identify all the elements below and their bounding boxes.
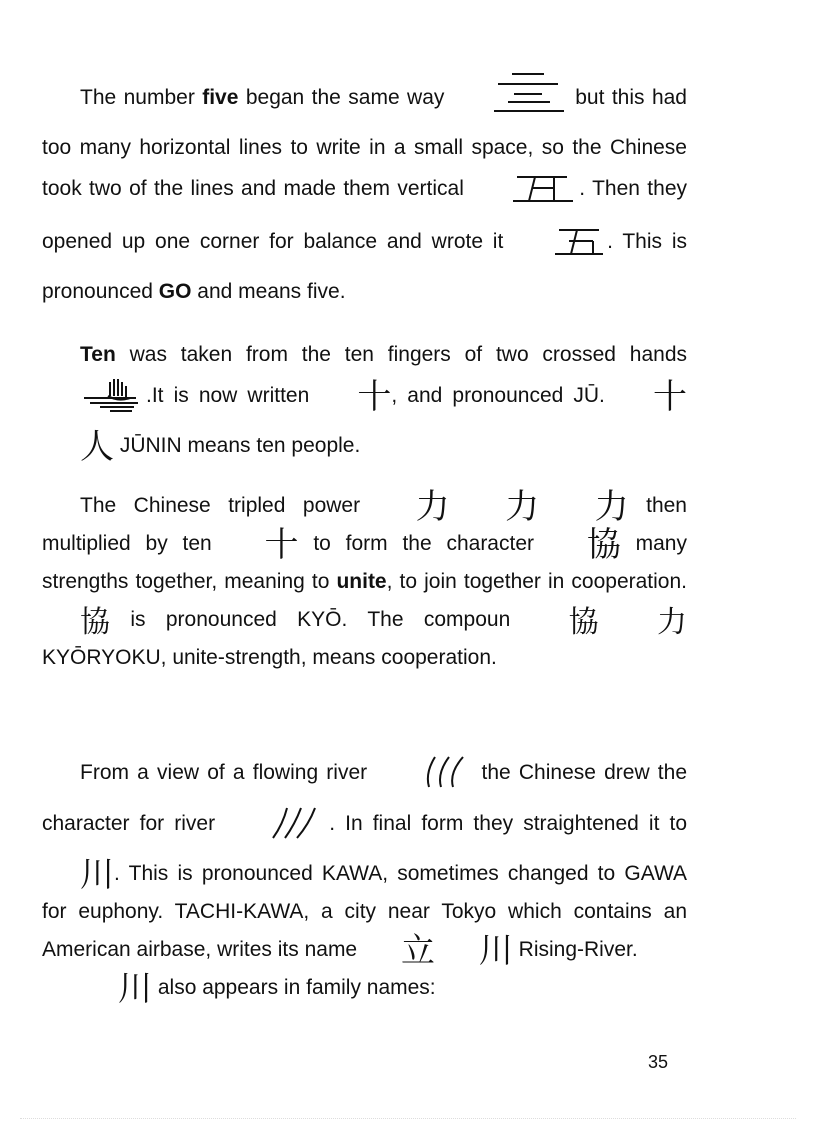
five-final-drawing: [513, 220, 607, 273]
kanji-ten: 十: [264, 525, 299, 565]
paragraph-river: [42, 753, 687, 1007]
kanji-ten: 十: [357, 377, 392, 417]
text: was taken from the ten fingers of two crossed hands: [115, 343, 687, 366]
text: KYŌRYOKU, unite-strength, means cooperation.: [42, 646, 497, 669]
kanji-power-1: 力: [415, 487, 450, 527]
text: Rising-River.: [518, 938, 638, 961]
text: The number: [80, 86, 203, 109]
five-lines-drawing: [452, 70, 568, 129]
text: . This is pronounced: [42, 230, 687, 303]
text: , to join together in cooperation.: [386, 570, 687, 593]
kanji-unite-3: 協: [568, 605, 599, 640]
text: also appears in family names:: [157, 976, 436, 999]
text: . In final form they straightened it to: [329, 812, 688, 835]
text: the Chinese drew the character for river: [42, 761, 687, 835]
kanji-ten-2: 十: [652, 377, 687, 417]
text: and means five.: [191, 280, 346, 303]
kanji-unite-2: 協: [80, 605, 110, 640]
kanji-river-2: 川: [478, 931, 513, 971]
flowing-river-drawing-1: [375, 753, 473, 804]
bold-unite: unite: [336, 570, 387, 593]
text: many strengths together, meaning to: [42, 532, 687, 593]
kanji-power-2: 力: [505, 487, 540, 527]
paragraph-unite: [42, 487, 687, 677]
kanji-river-3: 川: [118, 969, 152, 1009]
text: but this had too many horizontal lines to write in a small space, so the Chinese took two of the lines and made them vertical: [42, 86, 687, 200]
text: began the same way: [238, 86, 445, 109]
kanji-power-4: 力: [656, 605, 687, 640]
crossed-hands-drawing: [42, 374, 146, 427]
paragraph-ten: [42, 336, 687, 465]
bold-ten: Ten: [80, 343, 116, 366]
text: , and pronounced JŪ.: [391, 384, 605, 407]
kanji-person: 人: [80, 427, 114, 467]
page-number: 35: [648, 1052, 669, 1072]
bold-five: five: [202, 86, 239, 109]
kanji-power-3: 力: [594, 487, 629, 527]
paragraph-five: [42, 70, 687, 311]
kanji-unite: 協: [586, 525, 621, 565]
bottom-divider: [20, 1118, 796, 1119]
kanji-river: 川: [80, 855, 114, 895]
text: then multiplied by ten: [42, 494, 687, 555]
five-vertical-drawing: [471, 167, 579, 220]
text: JŪNIN means ten people.: [119, 434, 361, 457]
text: .It is now written: [146, 384, 310, 407]
text: From a view of a flowing river: [80, 761, 368, 784]
kanji-rise: 立: [400, 931, 435, 971]
text: . This is pronounced KAWA, sometimes changed to GAWA for euphony. TACHI-KAWA, a city near Tokyo which contains an American airbase, writes its name: [42, 862, 687, 961]
bold-go: GO: [158, 280, 192, 303]
text: . Then they opened up one corner for balance and wrote it: [42, 177, 687, 253]
text: to form the character: [313, 532, 534, 555]
text: The Chinese tripled power: [80, 494, 361, 517]
flowing-river-drawing-2: [225, 804, 329, 855]
text: is pronounced KYŌ. The compoun: [130, 608, 511, 631]
